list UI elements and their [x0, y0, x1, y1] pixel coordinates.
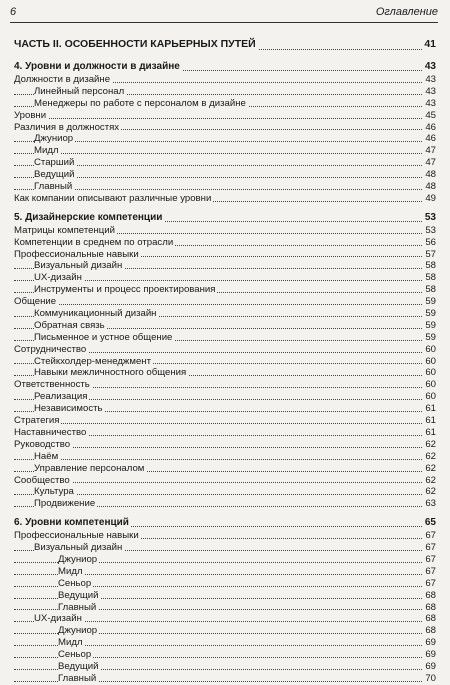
toc-entry-title: ЧАСТЬ II. ОСОБЕННОСТИ КАРЬЕРНЫХ ПУТЕЙ: [14, 38, 256, 50]
toc-entry-title: Коммуникационный дизайн: [34, 308, 157, 320]
toc-entry: [14, 602, 436, 614]
running-header: [10, 6, 438, 22]
toc-entry: [14, 308, 436, 320]
toc-entry: [14, 403, 436, 415]
toc-entry-page: 61: [425, 426, 436, 438]
toc-entry: [14, 439, 436, 451]
toc-entry-page: 53: [424, 211, 436, 223]
toc-entry-title: Компетенции в среднем по отрасли: [14, 236, 174, 248]
toc-entry-title: Обратная связь: [34, 319, 105, 331]
toc-entry: [14, 613, 436, 625]
header-rule: [10, 22, 438, 23]
toc-entry-page: 60: [425, 379, 436, 391]
toc-entry-page: 56: [425, 236, 436, 248]
toc-entry-title: Мидл: [58, 565, 83, 577]
toc-entry-title: Сеньор: [58, 649, 92, 661]
toc-entry-page: 68: [425, 601, 436, 613]
toc-entry: [14, 296, 436, 308]
toc-entry: [14, 169, 436, 181]
toc-entry: [14, 225, 436, 237]
toc-entry-title: Общение: [14, 296, 57, 308]
toc-entry-title: 6. Уровни компетенций: [14, 517, 129, 529]
toc-chapter-heading: [14, 60, 436, 74]
toc-entry-page: 49: [425, 192, 436, 204]
toc-entry-page: 67: [425, 577, 436, 589]
toc-entry-title: Инструменты и процесс проектирования: [34, 284, 216, 296]
toc-entry: [14, 133, 436, 145]
toc-entry-page: 62: [425, 438, 436, 450]
toc-entry: [14, 122, 436, 134]
toc-part-heading: [14, 36, 436, 53]
toc-entry-page: 60: [425, 391, 436, 403]
toc-entry-title: Главный: [58, 672, 97, 684]
toc-entry-page: 58: [425, 284, 436, 296]
toc-entry-page: 57: [425, 248, 436, 260]
toc-entry-page: 63: [425, 498, 436, 510]
toc-entry-title: 5. Дизайнерские компетенции: [14, 211, 163, 223]
toc-entry: [14, 578, 436, 590]
toc-entry: [14, 673, 436, 685]
toc-entry: [14, 284, 436, 296]
toc-chapter-heading: [14, 211, 436, 225]
toc-entry: [14, 391, 436, 403]
toc-entry-page: 62: [425, 450, 436, 462]
toc-entry: [14, 475, 436, 487]
toc-entry-title: Главный: [58, 601, 97, 613]
toc-entry-title: UX-дизайн: [34, 613, 82, 625]
toc-entry: [14, 542, 436, 554]
toc-entry-title: Наём: [34, 450, 59, 462]
toc-entry-page: 69: [425, 660, 436, 672]
toc-entry-page: 68: [425, 613, 436, 625]
toc-entry-title: Стейкхолдер-менеджмент: [34, 355, 151, 367]
toc-entry-title: Ведущий: [58, 589, 99, 601]
toc-entry-title: Наставничество: [14, 426, 87, 438]
toc-entry: [14, 98, 436, 110]
toc-entry-title: Различия в должностях: [14, 121, 120, 133]
toc-entry-title: Продвижение: [34, 498, 96, 510]
toc-entry-page: 61: [425, 415, 436, 427]
toc-entry-title: Навыки межличностного общения: [34, 367, 187, 379]
toc-entry-page: 60: [425, 367, 436, 379]
toc-entry-page: 60: [425, 343, 436, 355]
toc-entry-page: 62: [425, 474, 436, 486]
toc-entry: [14, 260, 436, 272]
toc-entry-title: Сотрудничество: [14, 343, 87, 355]
toc-entry: [14, 249, 436, 261]
toc-entry-page: 43: [424, 61, 436, 72]
toc-entry-title: Матрицы компетенций: [14, 224, 115, 236]
toc-entry-page: 67: [425, 553, 436, 565]
toc-chapter-heading: [14, 516, 436, 530]
toc-entry-page: 69: [425, 649, 436, 661]
toc-entry-title: Должности в дизайне: [14, 74, 111, 85]
toc-entry-title: 4. Уровни и должности в дизайне: [14, 61, 180, 72]
toc-entry: [14, 427, 436, 439]
toc-entry-page: 46: [425, 121, 436, 133]
toc-entry-page: 43: [425, 85, 436, 97]
toc-entry-page: 41: [422, 36, 436, 53]
toc-entry-title: Профессиональные навыки: [14, 248, 139, 260]
toc-entry-page: 53: [425, 224, 436, 236]
toc-entry: [14, 181, 436, 193]
toc-entry: [14, 86, 436, 98]
toc-entry: [14, 145, 436, 157]
toc-entry-page: 59: [425, 308, 436, 320]
toc-entry: [14, 320, 436, 332]
toc-entry: [14, 237, 436, 249]
toc-entry-page: 59: [425, 296, 436, 308]
toc-entry: [14, 498, 436, 510]
toc-entry: [14, 74, 436, 86]
toc-entry: [14, 637, 436, 649]
toc-entry-page: 67: [425, 530, 436, 542]
toc-entry: [14, 332, 436, 344]
toc-entry-page: 47: [425, 157, 436, 169]
toc-entry-page: 62: [425, 486, 436, 498]
toc-entry-page: 70: [425, 672, 436, 684]
toc-entry-page: 61: [425, 403, 436, 415]
toc-entry-title: Джуниор: [58, 553, 98, 565]
toc-entry: [14, 344, 436, 356]
toc-entry: [14, 451, 436, 463]
toc-entry: [14, 554, 436, 566]
toc-entry-title: Главный: [34, 181, 73, 193]
toc-entry-title: Джуниор: [58, 625, 98, 637]
toc-entry: [14, 463, 436, 475]
toc-entry-title: Как компании описывают различные уровни: [14, 192, 212, 204]
toc-entry-title: UX-дизайн: [34, 272, 82, 284]
toc-entry: [14, 356, 436, 368]
toc-entry-page: 46: [425, 133, 436, 145]
toc-entry-title: Мидл: [34, 145, 59, 157]
toc-entry-title: Уровни: [14, 109, 47, 121]
toc-entry-page: 43: [425, 74, 436, 85]
toc-entry-page: 48: [425, 181, 436, 193]
toc-entry-title: Культура: [34, 486, 74, 498]
toc-entry-title: Менеджеры по работе с персоналом в дизайне: [34, 97, 246, 109]
toc-entry-page: 68: [425, 625, 436, 637]
toc-entry: [14, 590, 436, 602]
toc-entry-title: Независимость: [34, 403, 103, 415]
toc-entry-page: 48: [425, 169, 436, 181]
toc-entry-page: 58: [425, 272, 436, 284]
toc-entry-title: Мидл: [58, 637, 83, 649]
toc-entry-title: Профессиональные навыки: [14, 530, 139, 542]
toc-entry-page: 65: [424, 517, 436, 529]
toc-entry: [14, 193, 436, 205]
toc-entry-page: 43: [425, 97, 436, 109]
toc-entry: [14, 415, 436, 427]
toc-entry-page: 62: [425, 462, 436, 474]
toc-entry: [14, 272, 436, 284]
toc-entry-title: Ведущий: [58, 660, 99, 672]
table-of-contents: [14, 36, 436, 685]
toc-entry-page: 59: [425, 331, 436, 343]
toc-entry-title: Письменное и устное общение: [34, 331, 173, 343]
page-number: 6: [10, 6, 17, 18]
toc-entry-title: Визуальный дизайн: [34, 260, 123, 272]
toc-entry: [14, 566, 436, 578]
toc-entry-page: 47: [425, 145, 436, 157]
toc-entry: [14, 110, 436, 122]
toc-entry-page: 67: [425, 565, 436, 577]
toc-entry-page: 69: [425, 637, 436, 649]
toc-entry-title: Ведущий: [34, 169, 75, 181]
toc-entry: [14, 367, 436, 379]
toc-entry-title: Стратегия: [14, 415, 60, 427]
toc-entry-title: Джуниор: [34, 133, 74, 145]
toc-entry-page: 58: [425, 260, 436, 272]
toc-entry: [14, 157, 436, 169]
toc-entry: [14, 486, 436, 498]
toc-entry: [14, 379, 436, 391]
toc-entry: [14, 661, 436, 673]
toc-entry-title: Руководство: [14, 438, 71, 450]
running-title: Оглавление: [375, 6, 438, 18]
toc-entry-page: 68: [425, 589, 436, 601]
toc-entry-title: Сообщество: [14, 474, 70, 486]
toc-entry-title: Линейный персонал: [34, 85, 125, 97]
toc-entry-page: 60: [425, 355, 436, 367]
toc-entry-title: Управление персоналом: [34, 462, 145, 474]
toc-entry: [14, 530, 436, 542]
toc-entry-title: Ответственность: [14, 379, 90, 391]
toc-entry-title: Сеньор: [58, 577, 92, 589]
toc-entry-title: Реализация: [34, 391, 88, 403]
toc-entry-title: Старший: [34, 157, 75, 169]
toc-entry-page: 59: [425, 319, 436, 331]
toc-entry-page: 45: [425, 109, 436, 121]
toc-entry-page: 67: [425, 542, 436, 554]
toc-entry: [14, 649, 436, 661]
toc-entry-title: Визуальный дизайн: [34, 542, 123, 554]
toc-entry: [14, 625, 436, 637]
